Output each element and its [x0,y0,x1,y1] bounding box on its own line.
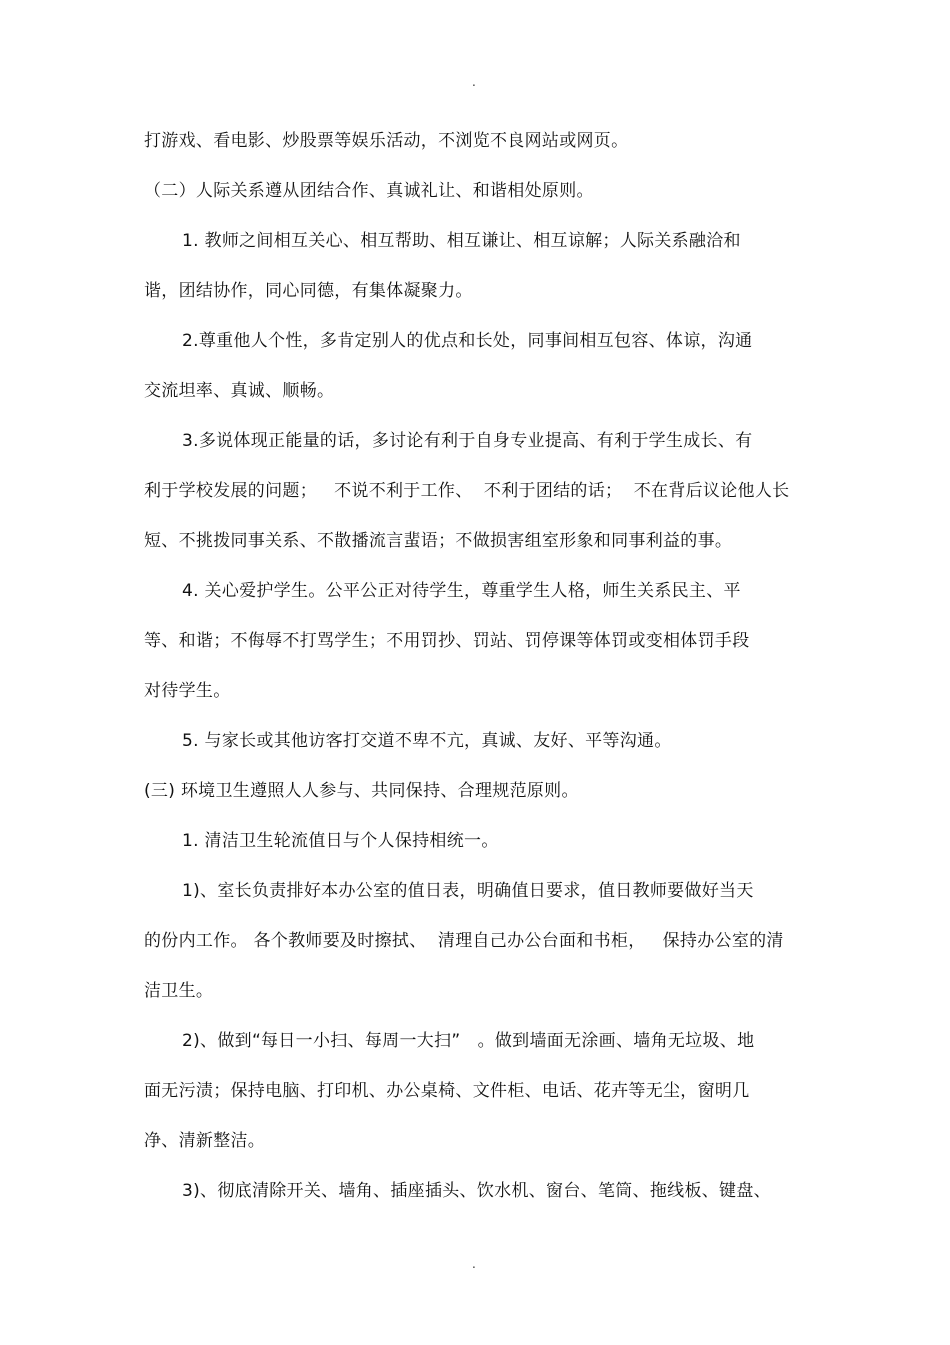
text-line-1: 打游戏、看电影、炒股票等娱乐活动，不浏览不良网站或网页。 [144,131,629,151]
text-line-20: 面无污渍；保持电脑、打印机、办公桌椅、文件柜、电话、花卉等无尘，窗明几 [144,1081,750,1101]
text-line-6: 交流坦率、真诚、顺畅。 [144,381,335,401]
section-heading-2: （二）人际关系遵从团结合作、真诚礼让、和谐相处原则。 [144,181,594,201]
text-line-9: 短、不挑拨同事关系、不散播流言蜚语；不做损害组室形象和同事利益的事。 [144,531,733,551]
text-line-19: 2)、做到“每日一小扫、每周一大扫” 。做到墙面无涂画、墙角无垃圾、地 [182,1031,755,1051]
text-line-12: 对待学生。 [144,681,231,701]
text-line-10: 4. 关心爱护学生。公平公正对待学生，尊重学生人格，师生关系民主、平 [182,581,741,601]
header-dot: . [472,75,476,89]
text-line-3: 1. 教师之间相互关心、相互帮助、相互谦让、相互谅解；人际关系融洽和 [182,231,741,251]
text-line-18: 洁卫生。 [144,981,214,1001]
text-line-13: 5. 与家长或其他访客打交道不卑不亢，真诚、友好、平等沟通。 [182,731,672,751]
section-heading-3: (三) 环境卫生遵照人人参与、共同保持、合理规范原则。 [144,781,579,801]
text-line-8: 利于学校发展的问题； 不说不利于工作、 不利于团结的话； 不在背后议论他人长 [144,481,790,501]
footer-dot: . [472,1257,476,1271]
text-line-22: 3)、彻底清除开关、墙角、插座插头、饮水机、窗台、笔筒、拖线板、键盘、 [182,1181,771,1201]
text-line-5: 2.尊重他人个性，多肯定别人的优点和长处，同事间相互包容、体谅，沟通 [182,331,753,351]
text-line-15: 1. 清洁卫生轮流值日与个人保持相统一。 [182,831,499,851]
text-line-4: 谐，团结协作，同心同德，有集体凝聚力。 [144,281,473,301]
text-line-11: 等、和谐；不侮辱不打骂学生；不用罚抄、罚站、罚停课等体罚或变相体罚手段 [144,631,750,651]
text-line-7: 3.多说体现正能量的话，多讨论有利于自身专业提高、有利于学生成长、有 [182,431,753,451]
text-line-17: 的份内工作。 各个教师要及时擦拭、 清理自己办公台面和书柜， 保持办公室的清 [144,931,784,951]
text-line-21: 净、清新整洁。 [144,1131,266,1151]
text-line-16: 1)、室长负责排好本办公室的值日表，明确值日要求，值日教师要做好当天 [182,881,754,901]
